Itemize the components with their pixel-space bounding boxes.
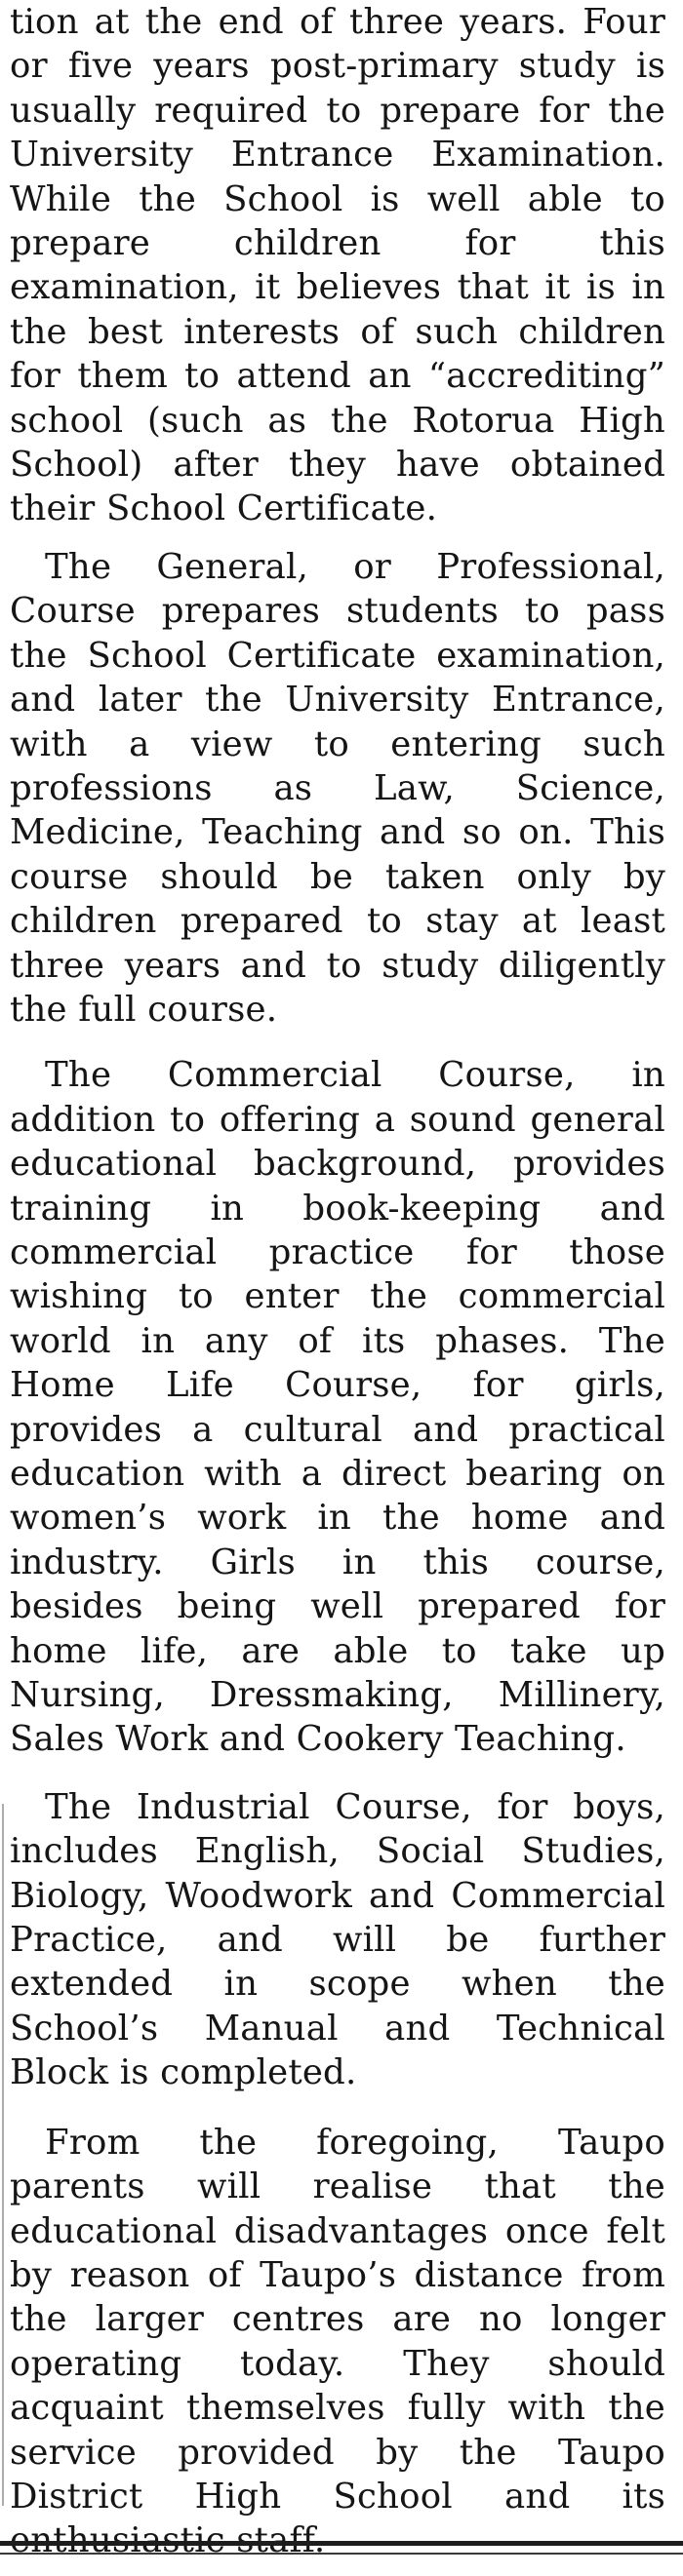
bottom-rule-thin: [0, 2553, 683, 2555]
article-column: [10, 0, 665, 2563]
bottom-rule-thick: [0, 2541, 683, 2546]
paragraph-general-course: The General, or Professional, Course prepares students to pass the School Certificate examination, and later the University Entrance, with a view to entering such professions as Law, Science, Medicine, Teaching and so on. This course should be taken only by children prepared to stay at least three years and to study diligently the full course.: [10, 546, 665, 1030]
paragraph-continuation: tion at the end of three years. Four or five years post-primary study is usually required to prepare for the University Entrance Examination. While the School is well able to prepare children for this examination, it believes that it is in the best interests of such children for them to attend an “accrediting” school (such as the Rotorua High School) after they have obtained their School Certificate.: [10, 2, 665, 529]
paragraph-commercial-course: The Commercial Course, in addition to offering a sound general educational background, provides training in book-keeping and commercial practice for those wishing to enter the commercial world in any of its phases. The Home Life Course, for girls, provides a cultural and practical education with a direct bearing on women’s work in the home and industry. Girls in this course, besides being well prepared for home life, are able to take up Nursing, Dressmaking, Millinery, Sales Work and Cookery Teaching.: [10, 1055, 665, 1760]
paragraph-conclusion: From the foregoing, Taupo parents will realise that the educational disadvantages once felt by reason of Taupo’s distance from the larger centres are no longer operating today. They should acquaint themselves fully with the service provided by the Taupo District High School and its: [10, 2122, 665, 2517]
left-margin-mark: [2, 1804, 4, 2506]
paragraph-industrial-course: The Industrial Course, for boys, includes English, Social Studies, Biology, Woodwork and Commercial Practice, and will be further extended in scope when the School’s Manual and Technical Block is completed.: [10, 1786, 665, 2093]
